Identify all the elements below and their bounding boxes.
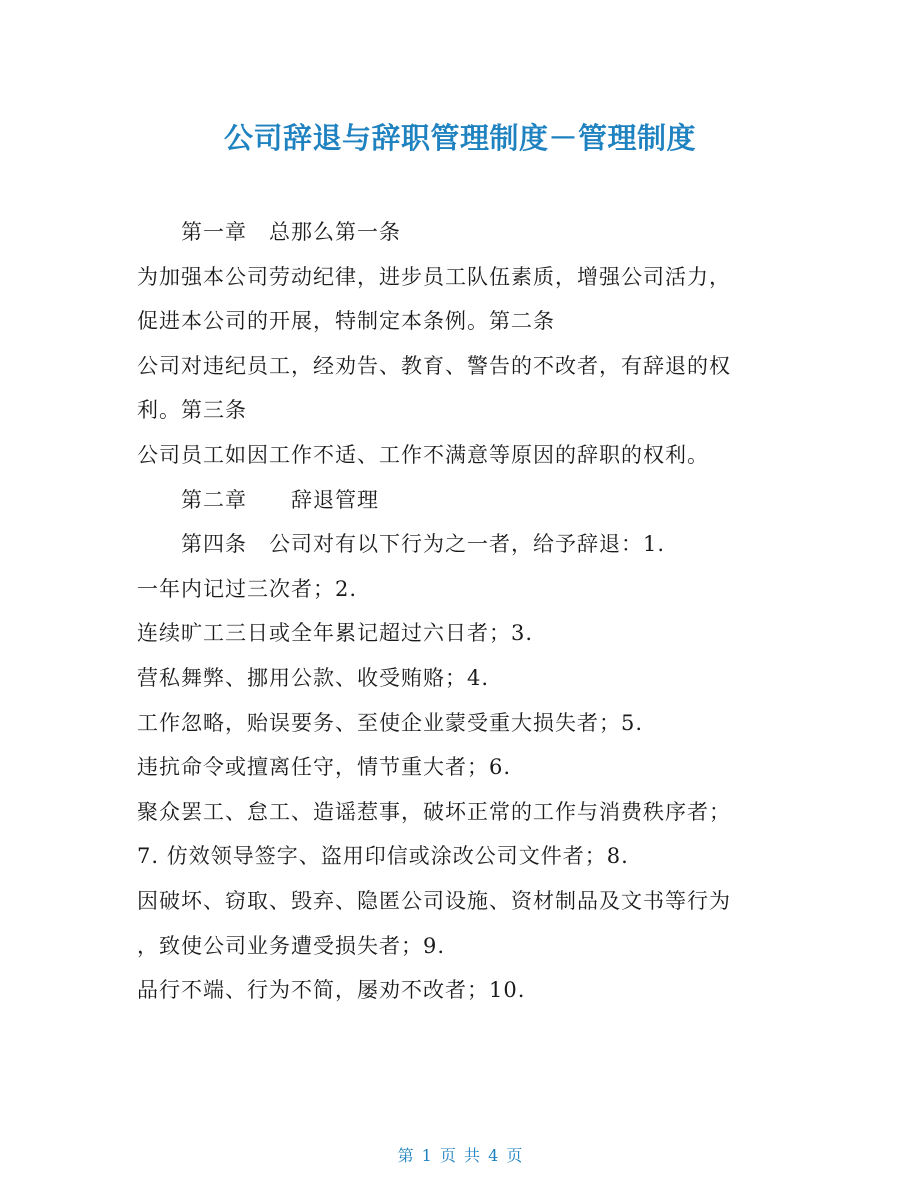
paragraph-line: ，致使公司业务遭受损失者；9.	[137, 933, 446, 958]
paragraph-line: 第二章 辞退管理	[181, 487, 379, 512]
paragraph-line: 工作忽略，贻误要务、至使企业蒙受重大损失者；5.	[137, 710, 644, 735]
paragraph-line: 因破坏、窃取、毁弃、隐匿公司设施、资材制品及文书等行为	[137, 888, 731, 913]
paragraph-line: 一年内记过三次者；2.	[137, 576, 358, 601]
paragraph-line: 促进本公司的开展，特制定本条例。第二条	[137, 309, 555, 334]
paragraph-line: 为加强本公司劳动纪律，进步员工队伍素质，增强公司活力，	[137, 264, 731, 289]
document-body	[137, 212, 797, 1015]
paragraph-line: 公司员工如因工作不适、工作不满意等原因的辞职的权利。	[137, 442, 709, 467]
paragraph-line: 利。第三条	[137, 398, 247, 423]
paragraph-line: 聚众罢工、怠工、造谣惹事，破坏正常的工作与消费秩序者；	[137, 799, 731, 824]
paragraph-line: 营私舞弊、挪用公款、收受贿赂；4.	[137, 665, 490, 690]
paragraph-line: 品行不端、行为不简，屡劝不改者；10.	[137, 978, 526, 1003]
paragraph-line: 连续旷工三日或全年累记超过六日者；3.	[137, 621, 534, 646]
document-title: 公司辞退与辞职管理制度－管理制度	[223, 121, 696, 155]
paragraph-line: 第四条 公司对有以下行为之一者，给予辞退：1.	[181, 532, 666, 557]
paragraph-line: 违抗命令或擅离任守，情节重大者；6.	[137, 755, 512, 780]
paragraph-line: 第一章 总那么第一条	[181, 220, 401, 244]
page-number-footer: 第 1 页 共 4 页	[397, 1146, 523, 1165]
paragraph-line: 7. 仿效领导签字、盗用印信或涂改公司文件者；8.	[137, 844, 629, 869]
paragraph-line: 公司对违纪员工，经劝告、教育、警告的不改者，有辞退的权	[137, 353, 731, 378]
